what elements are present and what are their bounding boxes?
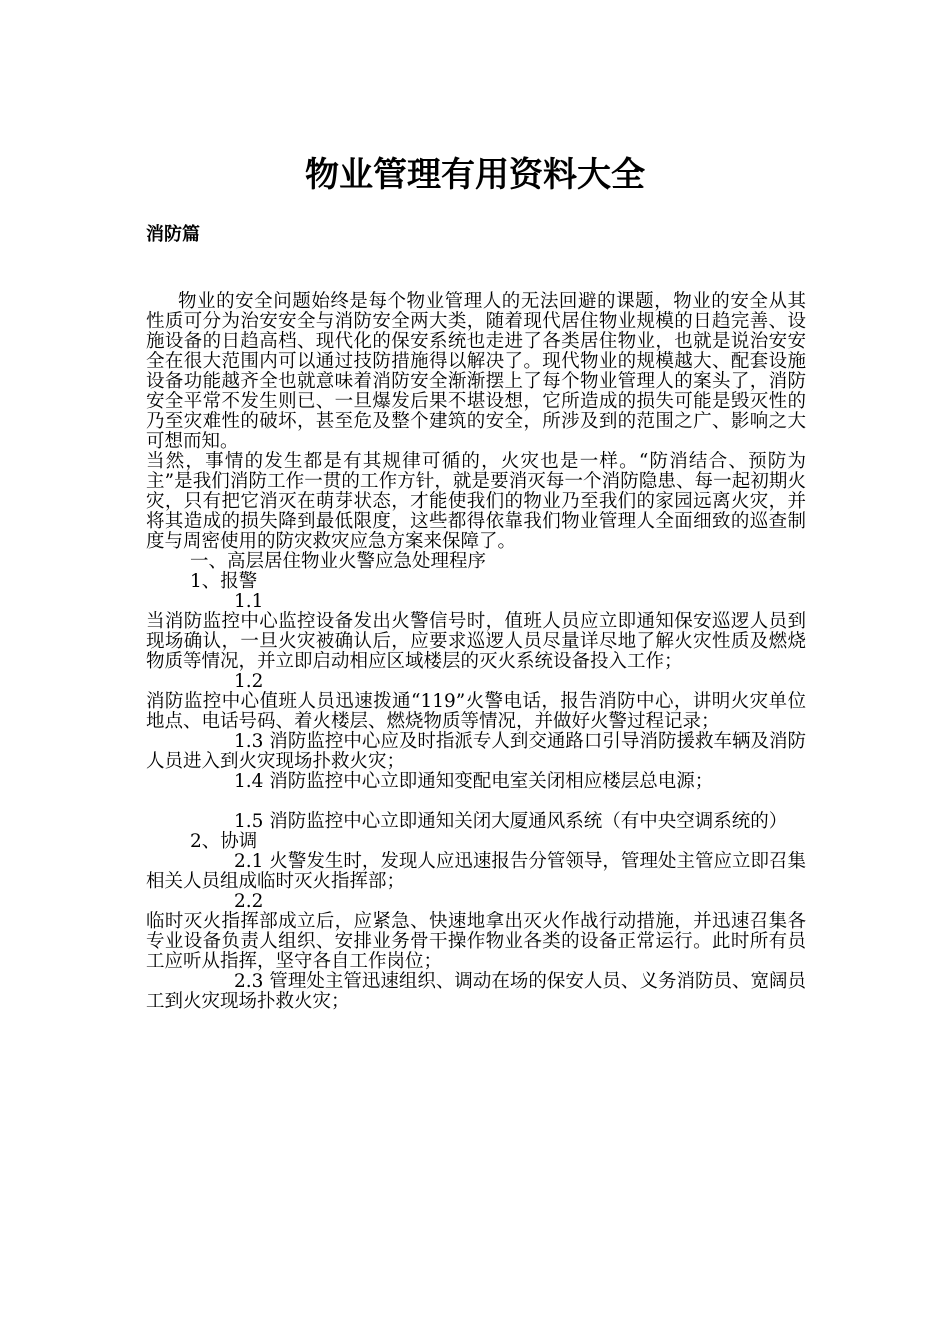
paragraph-item: 消防监控中心值班人员迅速拨通“119”火警电话，报告消防中心，讲明火灾单位地点、电话号码、着火楼层、燃烧物质等情况，并做好火警过程记录； xyxy=(146,691,806,732)
item-number: 2.2 xyxy=(234,891,264,912)
section-heading: 消防篇 xyxy=(146,224,200,245)
heading-procedure: 一、高层居住物业火警应急处理程序 xyxy=(190,551,487,572)
blank-line xyxy=(146,792,806,812)
paragraph-item: 1.5 消防监控中心立即通知关闭大厦通风系统（有中央空调系统的） xyxy=(234,811,788,832)
item-number: 1.2 xyxy=(234,671,264,692)
paragraph-principle: 当然，事情的发生都是有其规律可循的，火灾也是一样。“防消结合、预防为主”是我们消防工作一贯的工作方针，就是要消灭每一个消防隐患、每一起初期火灾，只有把它消灭在萌芽状态，才能使我们的物业乃至我们的家园远离火灾，并将其造成的损失降到最低限度，这些都得依靠我们物业管理人全面细致的巡查制度与周密使用的防灾救灾应急方案来保障了。 xyxy=(146,451,806,552)
paragraph-item: 当消防监控中心监控设备发出火警信号时，值班人员应立即通知保安巡逻人员到现场确认，一旦火灾被确认后，应要求巡逻人员尽量详尽地了解火灾性质及燃烧物质等情况，并立即启动相应区域楼层的灭火系统设备投入工作； xyxy=(146,611,806,672)
document-title: 物业管理有用资料大全 xyxy=(305,155,645,195)
paragraph-intro: 物业的安全问题始终是每个物业管理人的无法回避的课题，物业的安全从其性质可分为治安安全与消防安全两大类，随着现代居住物业规模的日趋完善、设施设备的日趋高档、现代化的保安系统也走进了各类居住物业，也就是说治安安全在很大范围内可以通过技防措施得以解决了。现代物业的规模越大、配套设施设备功能越齐全也就意味着消防安全渐渐摆上了每个物业管理人的案头了，消防安全平常不发生则已、一旦爆发后果不堪设想，它所造成的损失可能是毁灭性的乃至灾难性的破坏，甚至危及整个建筑的安全，所涉及到的范围之广、影响之大可想而知。 xyxy=(146,291,806,452)
paragraph-item: 临时灭火指挥部成立后，应紧急、快速地拿出灭火作战行动措施，并迅速召集各专业设备负责人组织、安排业务骨干操作物业各类的设备正常运行。此时所有员工应听从指挥，坚守各自工作岗位； xyxy=(146,911,806,972)
paragraph-item: 2.1 火警发生时，发现人应迅速报告分管领导，管理处主管应立即召集相关人员组成临时灭火指挥部； xyxy=(146,851,806,892)
paragraph-item: 1.3 消防监控中心应及时指派专人到交通路口引导消防援救车辆及消防人员进入到火灾现场扑救火灾； xyxy=(146,731,806,772)
heading-coordination: 2、协调 xyxy=(190,831,258,852)
heading-alarm: 1、报警 xyxy=(190,571,258,592)
paragraph-item: 1.4 消防监控中心立即通知变配电室关闭相应楼层总电源； xyxy=(234,771,714,792)
item-number: 1.1 xyxy=(234,591,264,612)
paragraph-item: 2.3 管理处主管迅速组织、调动在场的保安人员、义务消防员、宽阔员工到火灾现场扑救火灾； xyxy=(146,971,806,1012)
document-body xyxy=(146,292,806,1012)
